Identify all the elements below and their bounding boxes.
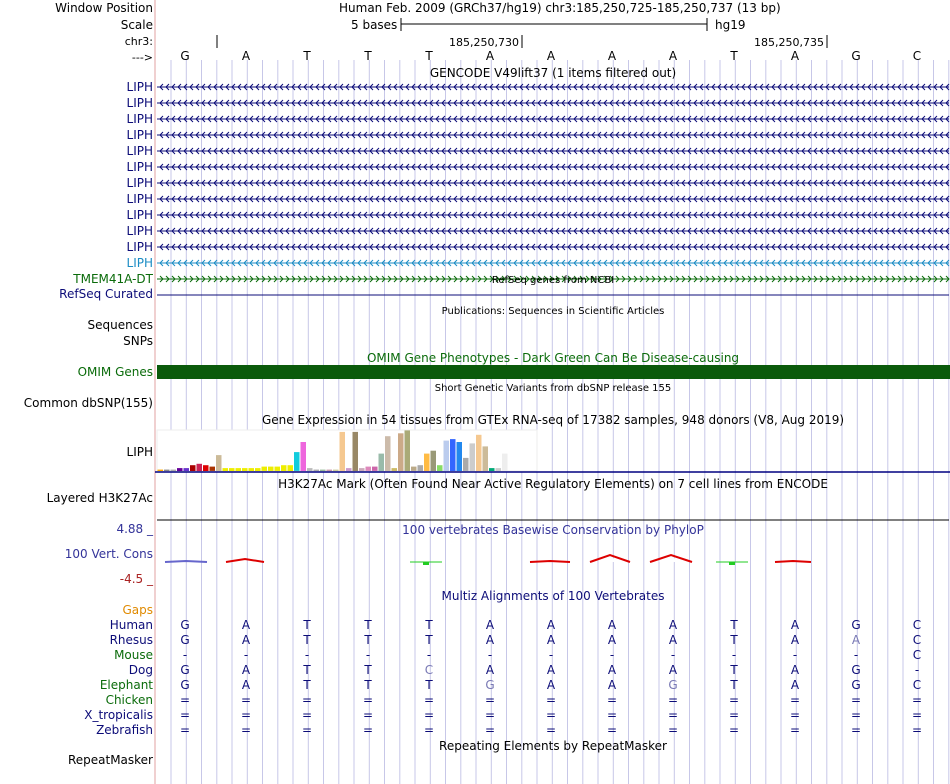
gtex-bar [184,468,190,471]
aligned-base: T [730,678,738,692]
coordinate-label: 185,250,735 [754,36,824,49]
aligned-base: T [364,633,372,647]
aligned-base: = [302,693,313,707]
aligned-base: T [730,618,738,632]
aligned-base: = [180,693,191,707]
aligned-base: = [668,723,679,737]
reference-base: A [607,49,617,63]
aligned-base: = [363,708,374,722]
omim-feature-bar[interactable] [157,365,950,379]
aligned-base: = [363,723,374,737]
aligned-base: G [851,663,861,677]
aligned-base: = [180,723,191,737]
aligned-base: C [912,648,922,662]
gtex-bar [164,470,170,471]
gtex-track-title[interactable]: Gene Expression in 54 tissues from GTEx RNA-seq of 17382 samples, 948 donors (V8, Aug 2019) [261,413,845,427]
gtex-gene-label[interactable]: LIPH [126,445,153,459]
aligned-base: = [851,723,862,737]
phylop-signal [729,562,735,565]
aligned-base: = [302,708,313,722]
gtex-bar [294,452,300,471]
aligned-base: = [546,708,557,722]
gtex-bar [366,467,372,471]
aligned-base: = [485,693,496,707]
aligned-base: A [790,663,800,677]
aligned-base: = [851,693,862,707]
gtex-bar [476,435,482,471]
gtex-bar [470,443,476,471]
gtex-bar [216,455,222,471]
reference-base: C [912,49,922,63]
aligned-base: = [790,693,801,707]
gtex-bar [197,464,203,471]
gtex-bar [359,468,365,471]
window-position-label: Window Position [55,1,153,15]
repeatmasker-track-title[interactable]: Repeating Elements by RepeatMasker [439,739,667,753]
gtex-bar [229,468,235,471]
aligned-base: = [851,708,862,722]
gene-label: TMEM41A-DT [73,272,153,286]
gtex-bar [288,465,294,471]
phylop-signal [165,561,207,562]
gtex-bar [340,432,346,471]
coordinate-label: 185,250,730 [449,36,519,49]
aligned-base: = [912,693,923,707]
aligned-base: = [790,723,801,737]
aligned-base: A [851,633,861,647]
gene-label: LIPH [126,112,153,126]
gtex-bar [398,433,404,471]
gtex-bar [223,468,229,471]
gtex-bar [379,454,385,471]
aligned-base: - [670,648,676,662]
aligned-base: T [425,678,433,692]
omim-label[interactable]: OMIM Genes [77,365,153,379]
aligned-base: C [912,618,922,632]
aligned-base: T [364,618,372,632]
aligned-base: A [241,618,251,632]
aligned-base: = [180,708,191,722]
gtex-bar [314,470,320,471]
aligned-base: A [607,633,617,647]
gtex-bar [405,430,411,471]
assembly-position-text: Human Feb. 2009 (GRCh37/hg19) chr3:185,250,725-185,250,737 (13 bp) [339,1,781,15]
aligned-base: G [180,678,190,692]
gtex-bar [463,458,469,471]
gene-label: LIPH [126,80,153,94]
aligned-base: A [790,633,800,647]
aligned-base: A [607,678,617,692]
gene-label: LIPH [126,176,153,190]
aligned-base: G [668,678,678,692]
gtex-bar [346,468,352,471]
aligned-base: - [426,648,432,662]
aligned-base: T [425,618,433,632]
gtex-bar [158,470,164,471]
gtex-bar [372,467,378,471]
reference-base: T [730,49,738,63]
species-label: Elephant [99,678,153,692]
reference-base: A [241,49,251,63]
aligned-base: = [485,708,496,722]
aligned-base: = [424,693,435,707]
aligned-base: T [425,633,433,647]
db-name-text: hg19 [715,18,746,32]
aligned-base: - [182,648,188,662]
gene-label: LIPH [126,208,153,222]
aligned-base: A [546,618,556,632]
species-label: Dog [128,663,153,677]
refseq-label[interactable]: RefSeq Curated [59,287,153,301]
h3k27ac-track-title[interactable]: H3K27Ac Mark (Often Found Near Active Regulatory Elements) on 7 cell lines from ENCODE [278,477,828,491]
gtex-bar [489,468,495,471]
gtex-bar [236,468,242,471]
chr-label: chr3: [124,35,153,48]
aligned-base: T [730,663,738,677]
aligned-base: = [607,693,618,707]
aligned-base: T [730,633,738,647]
species-label: Rhesus [109,633,153,647]
phylop-signal [775,561,811,562]
omim-track-title[interactable]: OMIM Gene Phenotypes - Dark Green Can Be Disease-causing [366,351,740,365]
aligned-base: = [241,708,252,722]
aligned-base: - [487,648,493,662]
gtex-bar [177,468,183,471]
reference-base: T [364,49,372,63]
gtex-bar [450,439,456,471]
gtex-bar [242,468,248,471]
gtex-bar [502,454,508,471]
gtex-bar [418,465,424,471]
dbsnp-label[interactable]: Common dbSNP(155) [23,396,153,410]
aligned-base: - [792,648,798,662]
gene-label: LIPH [126,96,153,110]
phylop-label[interactable]: 100 Vert. Cons [64,547,153,561]
aligned-base: A [485,633,495,647]
aligned-base: A [546,663,556,677]
gaps-label: Gaps [122,603,153,617]
aligned-base: A [546,678,556,692]
phylop-max-label: 4.88 _ [116,522,153,536]
aligned-base: = [485,723,496,737]
aligned-base: - [365,648,371,662]
aligned-base: G [180,663,190,677]
aligned-base: G [180,633,190,647]
snps-label[interactable]: SNPs [123,334,153,348]
gtex-bar [483,446,489,471]
reference-base: A [546,49,556,63]
gencode-track-title[interactable]: GENCODE V49lift37 (1 items filtered out) [429,66,677,80]
aligned-base: = [912,723,923,737]
gtex-bar [301,442,307,471]
aligned-base: T [303,663,311,677]
reference-base: A [790,49,800,63]
aligned-base: = [790,708,801,722]
gtex-bar [437,465,443,471]
gtex-bar [190,465,196,471]
gene-label: LIPH [126,160,153,174]
aligned-base: G [851,618,861,632]
aligned-base: T [364,663,372,677]
gene-label: LIPH [126,128,153,142]
gtex-bar [444,441,450,471]
multiz-track-title[interactable]: Multiz Alignments of 100 Vertebrates [441,589,665,603]
gtex-bar [385,436,391,471]
phylop-track-title[interactable]: 100 vertebrates Basewise Conservation by PhyloP [402,523,704,537]
gene-label: LIPH [126,240,153,254]
aligned-base: A [790,678,800,692]
aligned-base: T [364,678,372,692]
gtex-bar [424,454,430,471]
gene-label: LIPH [126,144,153,158]
aligned-base: G [851,678,861,692]
gtex-bar [327,470,333,471]
gtex-bar [275,467,281,471]
aligned-base: = [607,708,618,722]
species-label: Zebrafish [96,723,153,737]
aligned-base: A [546,633,556,647]
species-label: Mouse [114,648,153,662]
gene-label: LIPH [126,192,153,206]
aligned-base: = [729,708,740,722]
aligned-base: - [548,648,554,662]
aligned-base: - [731,648,737,662]
aligned-base: = [241,723,252,737]
gtex-bar [255,468,261,471]
gtex-bar [210,467,216,471]
aligned-base: T [303,618,311,632]
gtex-bar [281,465,287,471]
species-label: X_tropicalis [84,708,153,722]
aligned-base: A [668,663,678,677]
gtex-bar [171,470,177,471]
aligned-base: - [243,648,249,662]
aligned-base: = [668,693,679,707]
aligned-base: - [914,663,920,677]
aligned-base: A [668,633,678,647]
repeatmasker-label[interactable]: RepeatMasker [67,753,153,767]
phylop-min-label: -4.5 _ [119,572,153,586]
reference-base: T [303,49,311,63]
gene-label: LIPH [126,256,153,270]
aligned-base: = [729,723,740,737]
aligned-base: = [546,693,557,707]
scale-bases-text: 5 bases [351,18,398,32]
aligned-base: C [912,633,922,647]
aligned-base: = [607,723,618,737]
aligned-base: = [241,693,252,707]
publications-track-title[interactable]: Publications: Sequences in Scientific Articles [441,306,665,317]
gtex-bar [431,451,437,471]
gtex-bar [307,468,313,471]
aligned-base: = [729,693,740,707]
sequences-label[interactable]: Sequences [87,318,153,332]
aligned-base: = [302,723,313,737]
gtex-bar [353,432,359,471]
aligned-base: = [363,693,374,707]
gtex-bar [496,468,502,471]
gtex-bar [392,468,398,471]
reference-base: G [851,49,861,63]
aligned-base: = [912,708,923,722]
aligned-base: T [303,633,311,647]
aligned-base: C [912,678,922,692]
refseq-track-title[interactable]: RefSeq genes from NCBI [491,275,615,286]
gtex-bar [320,470,326,471]
aligned-base: A [668,618,678,632]
aligned-base: G [485,678,495,692]
gtex-bar [203,465,209,471]
gtex-bar [411,467,417,471]
aligned-base: = [424,723,435,737]
phylop-signal [530,561,570,562]
aligned-base: A [241,678,251,692]
aligned-base: A [607,663,617,677]
dbsnp-track-title[interactable]: Short Genetic Variants from dbSNP release 155 [434,383,672,394]
aligned-base: T [303,678,311,692]
reference-base: A [485,49,495,63]
aligned-base: C [424,663,434,677]
phylop-signal [423,562,429,565]
gtex-bar [249,468,255,471]
reference-base: A [668,49,678,63]
h3k27ac-label[interactable]: Layered H3K27Ac [46,491,153,505]
aligned-base: A [485,618,495,632]
aligned-base: A [607,618,617,632]
aligned-base: = [668,708,679,722]
reference-base: G [180,49,190,63]
aligned-base: - [304,648,310,662]
species-label: Human [109,618,153,632]
scale-label: Scale [120,18,153,32]
aligned-base: A [241,633,251,647]
aligned-base: = [546,723,557,737]
aligned-base: - [853,648,859,662]
gtex-bar [268,467,274,471]
aligned-base: A [485,663,495,677]
reference-base: T [425,49,433,63]
gtex-bar [333,470,339,471]
aligned-base: - [609,648,615,662]
aligned-base: A [790,618,800,632]
gtex-bar [457,442,463,471]
aligned-base: A [241,663,251,677]
gtex-bar [262,467,268,471]
gene-label: LIPH [126,224,153,238]
aligned-base: G [180,618,190,632]
arrow-label: ---> [131,51,153,64]
aligned-base: = [424,708,435,722]
species-label: Chicken [105,693,153,707]
